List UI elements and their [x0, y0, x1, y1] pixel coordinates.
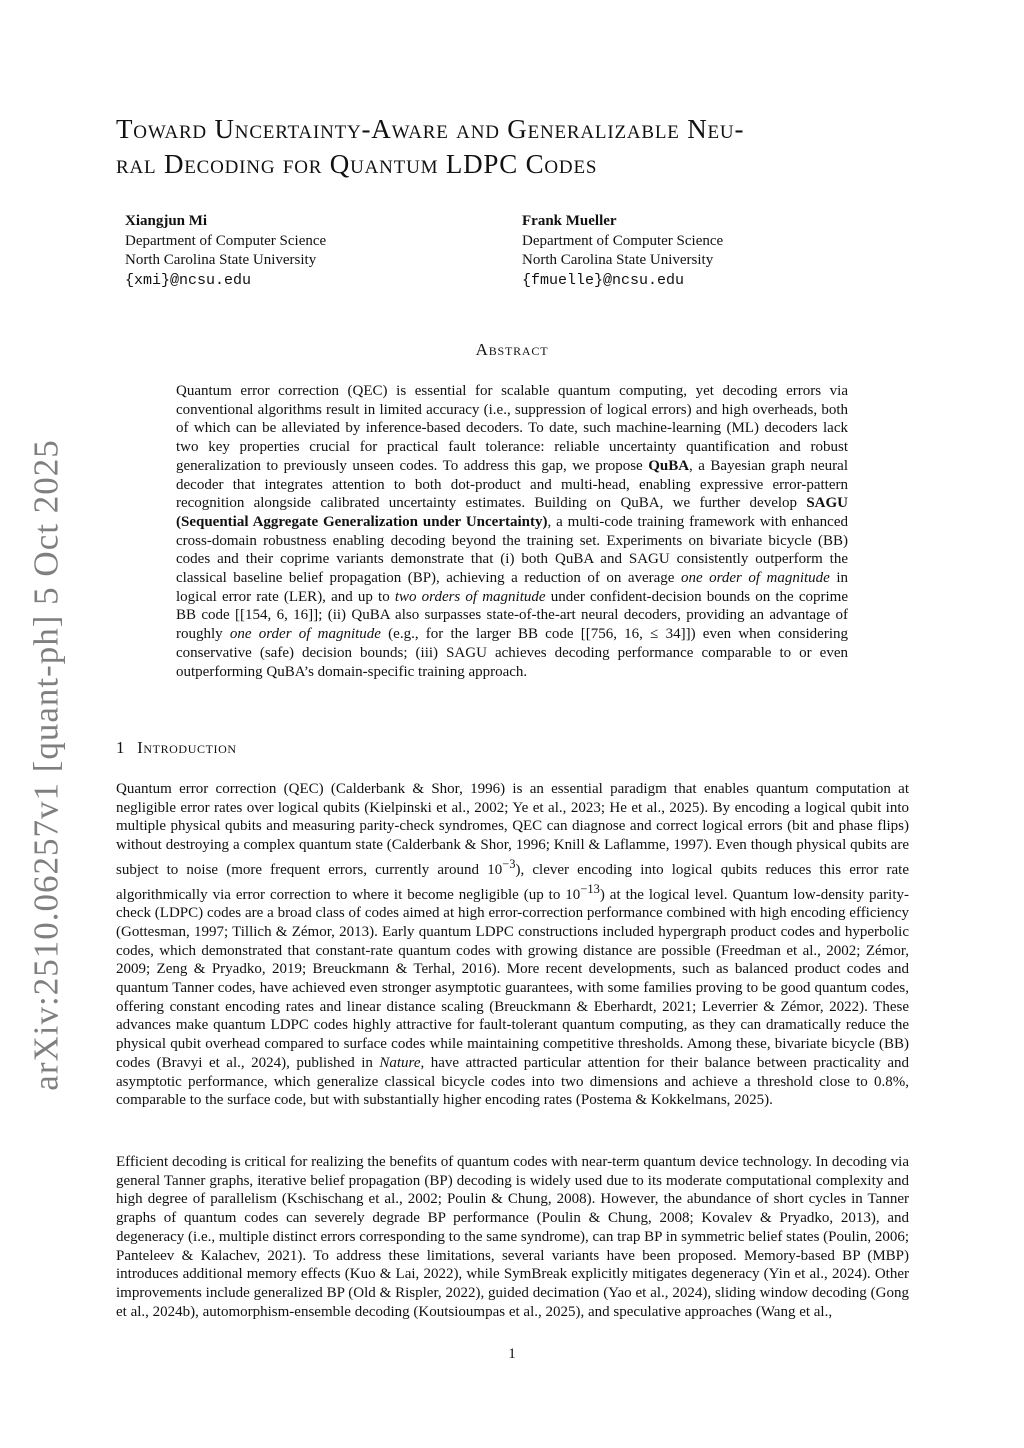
abstract-text: in logical error rate (LER), and up to	[176, 570, 848, 605]
page-number: 1	[508, 1346, 516, 1362]
paper-title	[116, 112, 916, 182]
emphasis: two orders of magnitude	[394, 588, 546, 605]
abstract-heading: Abstract	[475, 340, 549, 359]
code-parameters: [[756, 16, ≤ 34]]	[580, 626, 691, 643]
author-email: {fmuelle}@ncsu.edu	[522, 271, 685, 289]
abstract-text: , a Bayesian graph neural decoder that integrates attention to both dot-product and multi-head, enabling expressive error-pattern recognition alongside calibrated uncertainty estimates. Building on QuBA, we further develop	[176, 457, 848, 512]
intro-paragraph-2: Efficient decoding is critical for realizing the benefits of quantum codes with near-term quantum device technology. In decoding via general Tanner graphs, iterative belief propagation (BP) decoding is widely used due to its moderate computational complexity and high degree of parallelism (Kschischang et al., 2002; Poulin & Chung, 2008). However, the abundance of short cycles in Tanner graphs of quantum codes can severely degrade BP performance (Poulin & Chung, 2008; Kovalev & Pryadko, 2013), and degeneracy (i.e., multiple distinct errors corresponding to the same syndrome), can trap BP in symmetric belief states (Poulin, 2006; Panteleev & Kalachev, 2021). To address these limitations, several variants have been proposed. Memory-based BP (MBP) introduces additional memory effects (Kuo & Lai, 2022), while SymBreak explicitly mitigates degeneracy (Yin et al., 2024). Other improvements include generalized BP (Old & Rispler, 2022), guided decimation (Yao et al., 2024), sliding window decoding (Gong et al., 2024b), automorphism-ensemble decoding (Koutsioumpas et al., 2025), and speculative approaches (Wang et al.,	[116, 1154, 909, 1320]
sagu-term: SAGU	[806, 495, 848, 512]
emphasis: one order of magnitude	[680, 570, 830, 587]
title-line-2: ral Decoding for Quantum LDPC Codes	[116, 149, 598, 179]
author-email: {xmi}@ncsu.edu	[125, 271, 252, 289]
author-university: North Carolina State University	[522, 252, 714, 268]
power-exponent: −3	[502, 856, 516, 871]
author-department: Department of Computer Science	[125, 232, 327, 249]
code-parameters: [[154, 6, 16]]	[235, 607, 319, 624]
author-department: Department of Computer Science	[522, 232, 724, 249]
section-title: Introduction	[137, 738, 237, 757]
abstract-text: under confident-decision bounds on the coprime BB code	[176, 588, 849, 624]
paragraph-text: Quantum error correction (QEC) (Calderbank & Shor, 1996) is an essential paradigm that enables quantum computation at negligible error rates over logical qubits (Kielpinski et al., 2002; Ye et al., 2023; He et al., 2025). By encoding a logical qubit into multiple physical qubits and measuring parity-check syndromes, QEC can diagnose and correct logical errors (bit and phase flips) without destroying a complex quantum state (Calderbank & Shor, 1996; Knill & Laflamme, 1997). Even though physical qubits are subject to noise (more frequent errors, currently around	[116, 781, 909, 878]
paragraph-text: ) at the logical level. Quantum low-density parity-check (LDPC) codes are a broad class of codes aimed at high error-correction performance combined with high encoding efficiency (Gottesman, 1997; Tillich & Zémor, 2013). Early quantum LDPC constructions included hypergraph product codes and hyperbolic codes, which demonstrated that constant-rate quantum codes with growing distance are possible (Freedman et al., 2002; Zémor, 2009; Zeng & Pryadko, 2019; Breuckmann & Terhal, 2016). More recent developments, such as balanced product codes and quantum Tanner codes, have achieved even stronger asymptotic guarantees, with some families proving to be good quantum codes, offering constant encoding rates and linear distance scaling (Breuckmann & Eberhardt, 2021; Leverrier & Zémor, 2022). These advances make quantum LDPC codes highly attractive for fault-tolerant quantum computing, as they can dramatically reduce the physical qubit overhead compared to surface codes while maintaining competitive thresholds. Among these, bivariate bicycle (BB) codes (Bravyi et al., 2024), published in	[116, 886, 910, 1071]
arxiv-identifier: arXiv:2510.06257v1 [quant-ph] 5 Oct 2025	[27, 439, 66, 1091]
abstract-text: (e.g., for the larger BB code	[380, 626, 581, 643]
abstract-text: Quantum error correction (QEC) is essential for scalable quantum computing, yet decoding errors via conventional algorithms result in limited accuracy (i.e., suppression of logical errors) and high overheads, both of which can be alleviated by inference-based decoders. To date, such machine-learning (ML) decoders lack two key properties crucial for practical fault tolerance: reliable uncertainty quantification and robust generalization to previously unseen codes. To address this gap, we propose	[176, 383, 848, 474]
power-exponent: −13	[580, 881, 600, 896]
arxiv-stamp	[20, 370, 74, 1160]
author-block-2	[522, 212, 723, 290]
math-power	[487, 856, 516, 878]
journal-name: Nature	[379, 1054, 421, 1071]
abstract-text: ) even when considering conservative (safe) decision bounds; (iii) SAGU achieves decoding performance comparable to or even outperforming QuBA’s domain-specific training approach.	[176, 626, 849, 680]
quba-term: QuBA	[648, 457, 690, 474]
abstract-text: , a multi-code training framework with enhanced cross-domain robustness enabling decoding beyond the training set. Experiments on bivariate bicycle (BB) codes and their coprime variants demonstrate that (i) both QuBA and SAGU consistently outperform the classical baseline belief propagation (BP), achieving a reduction of on average	[176, 513, 848, 587]
author-university: North Carolina State University	[125, 252, 317, 268]
author-block-1	[125, 212, 326, 290]
power-base: 10	[487, 861, 503, 878]
title-line-1: Toward Uncertainty-Aware and Generalizable Neu-	[116, 114, 745, 144]
author-name: Xiangjun Mi	[125, 213, 208, 229]
abstract-body	[176, 382, 848, 681]
paragraph-text: , have attracted particular attention for their balance between practicality and asymptotic performance, which generalize classical bicycle codes into two dimensions and achieve a threshold close to 0.8%, comparable to the surface code, but with substantially higher encoding rates (Postema & Kokkelmans, 2025).	[116, 1054, 910, 1109]
intro-paragraph-1	[116, 780, 909, 1110]
section-heading-introduction	[116, 738, 237, 758]
paragraph-text: ), clever encoding into logical qubits reduces this error rate algorithmically via error correction to where it become negligible (up to	[116, 861, 909, 903]
power-base: 10	[565, 886, 581, 903]
section-number: 1	[116, 738, 126, 757]
author-name: Frank Mueller	[522, 213, 617, 229]
math-power	[565, 881, 600, 903]
emphasis: one order of magnitude	[229, 626, 381, 643]
sagu-expansion: (Sequential Aggregate Generalization under Uncertainty)	[176, 513, 548, 530]
abstract-text: ; (ii) QuBA also surpasses state-of-the-art neural decoders, providing an advantage of roughly	[176, 607, 849, 643]
